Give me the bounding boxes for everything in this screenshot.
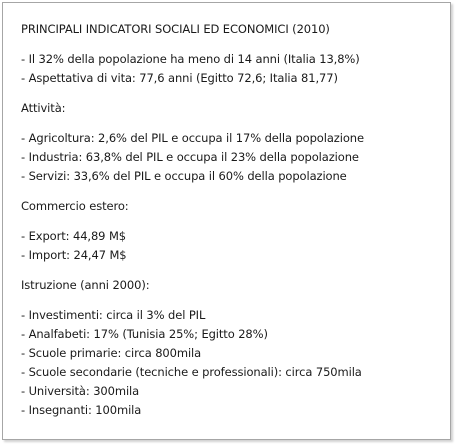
list-item: - Servizi: 33,6% del PIL e occupa il 60% della popolazione — [21, 169, 347, 183]
section-heading-istruzione: Istruzione (anni 2000): — [21, 278, 150, 292]
list-item: - Industria: 63,8% del PIL e occupa il 23% della popolazione — [21, 150, 359, 164]
list-item: - Analfabeti: 17% (Tunisia 25%; Egitto 28%) — [21, 327, 268, 341]
spacer — [21, 118, 364, 129]
list-item: - Insegnanti: 100mila — [21, 403, 142, 417]
list-item: - Scuole primarie: circa 800mila — [21, 346, 202, 360]
spacer — [21, 186, 364, 197]
spacer — [21, 39, 364, 50]
spacer — [21, 295, 364, 306]
list-item: - Aspettativa di vita: 77,6 anni (Egitto 72,6; Italia 81,77) — [21, 71, 338, 85]
list-item: - Il 32% della popolazione ha meno di 14 anni (Italia 13,8%) — [21, 52, 360, 66]
list-item: - Agricoltura: 2,6% del PIL e occupa il 17% della popolazione — [21, 131, 364, 145]
list-item: - Università: 300mila — [21, 384, 140, 398]
info-box — [2, 2, 451, 440]
spacer — [21, 265, 364, 276]
spacer — [21, 216, 364, 227]
list-item: - Import: 24,47 M$ — [21, 248, 127, 262]
section-heading-commercio: Commercio estero: — [21, 199, 129, 213]
list-item: - Scuole secondarie (tecniche e professionali): circa 750mila — [21, 365, 362, 379]
box-title: PRINCIPALI INDICATORI SOCIALI ED ECONOMICI (2010) — [21, 22, 330, 36]
info-content — [21, 20, 364, 420]
list-item: - Export: 44,89 M$ — [21, 229, 126, 243]
list-item: - Investimenti: circa il 3% del PIL — [21, 308, 206, 322]
spacer — [21, 88, 364, 99]
section-heading-attivita: Attività: — [21, 101, 66, 115]
